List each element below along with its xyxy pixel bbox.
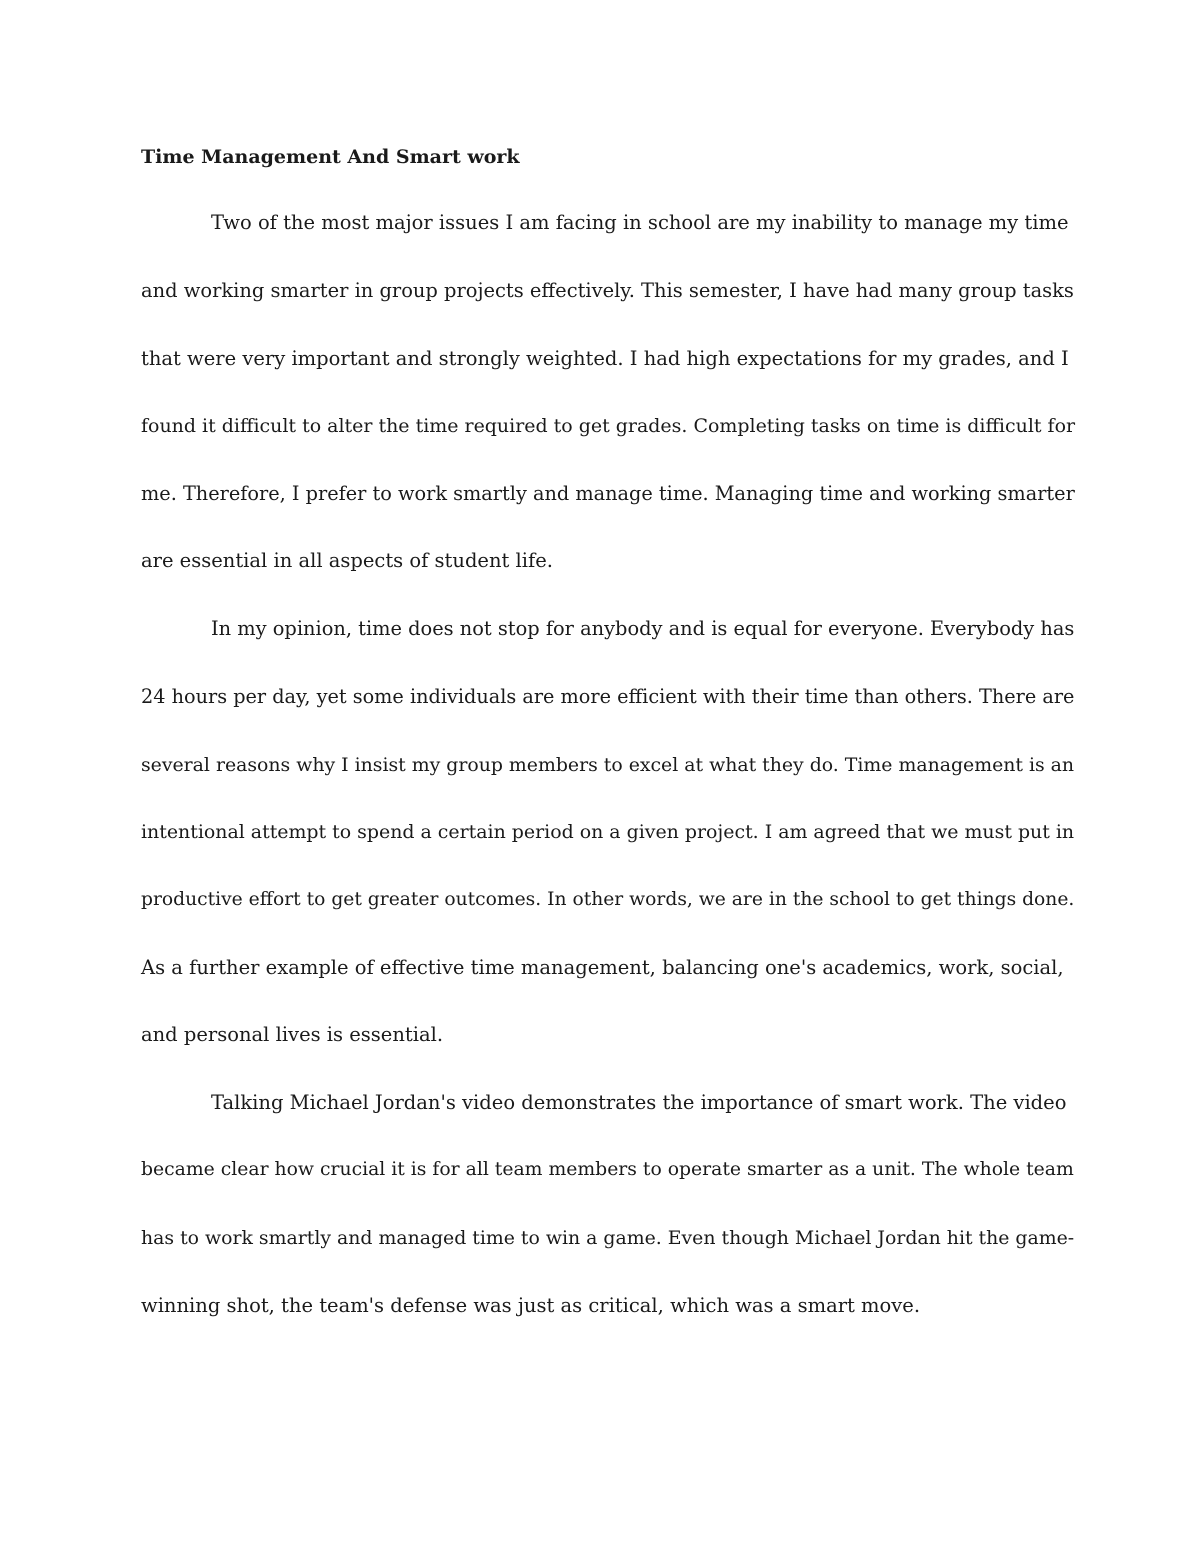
paragraph-3-line-3: has to work smartly and managed time to win a game. Even though Michael Jordan hit the game- xyxy=(141,1227,1075,1249)
paragraph-1-line-1: Two of the most major issues I am facing in school are my inability to manage my time xyxy=(211,211,1069,234)
paragraph-2-line-4: intentional attempt to spend a certain period on a given project. I am agreed that we must put in xyxy=(141,821,1075,843)
paragraph-1-line-5: me. Therefore, I prefer to work smartly and manage time. Managing time and working smarter xyxy=(141,482,1075,505)
document-title: Time Management And Smart work xyxy=(141,146,520,168)
paragraph-2-line-7: and personal lives is essential. xyxy=(141,1023,444,1046)
paragraph-3-line-2: became clear how crucial it is for all team members to operate smarter as a unit. The whole team xyxy=(141,1159,1074,1180)
paragraph-1-line-2: and working smarter in group projects effectively. This semester, I have had many group tasks xyxy=(141,279,1074,302)
paragraph-1-line-3: that were very important and strongly weighted. I had high expectations for my grades, and I xyxy=(141,347,1069,370)
paragraph-3-line-4: winning shot, the team's defense was just as critical, which was a smart move. xyxy=(141,1294,921,1317)
paragraph-2-line-2: 24 hours per day, yet some individuals are more efficient with their time than others. There are xyxy=(141,685,1075,708)
paragraph-2-line-5: productive effort to get greater outcomes. In other words, we are in the school to get things done. xyxy=(141,889,1075,910)
paragraph-2-line-6: As a further example of effective time management, balancing one's academics, work, social, xyxy=(141,956,1064,979)
paragraph-3-line-1: Talking Michael Jordan's video demonstrates the importance of smart work. The video xyxy=(211,1091,1067,1114)
paragraph-2-line-1: In my opinion, time does not stop for anybody and is equal for everyone. Everybody has xyxy=(211,617,1075,640)
paragraph-2-line-3: several reasons why I insist my group members to excel at what they do. Time management is an xyxy=(141,754,1075,776)
paragraph-1-line-4: found it difficult to alter the time required to get grades. Completing tasks on time is difficult for xyxy=(141,415,1076,437)
paragraph-1-line-6: are essential in all aspects of student life. xyxy=(141,549,553,572)
